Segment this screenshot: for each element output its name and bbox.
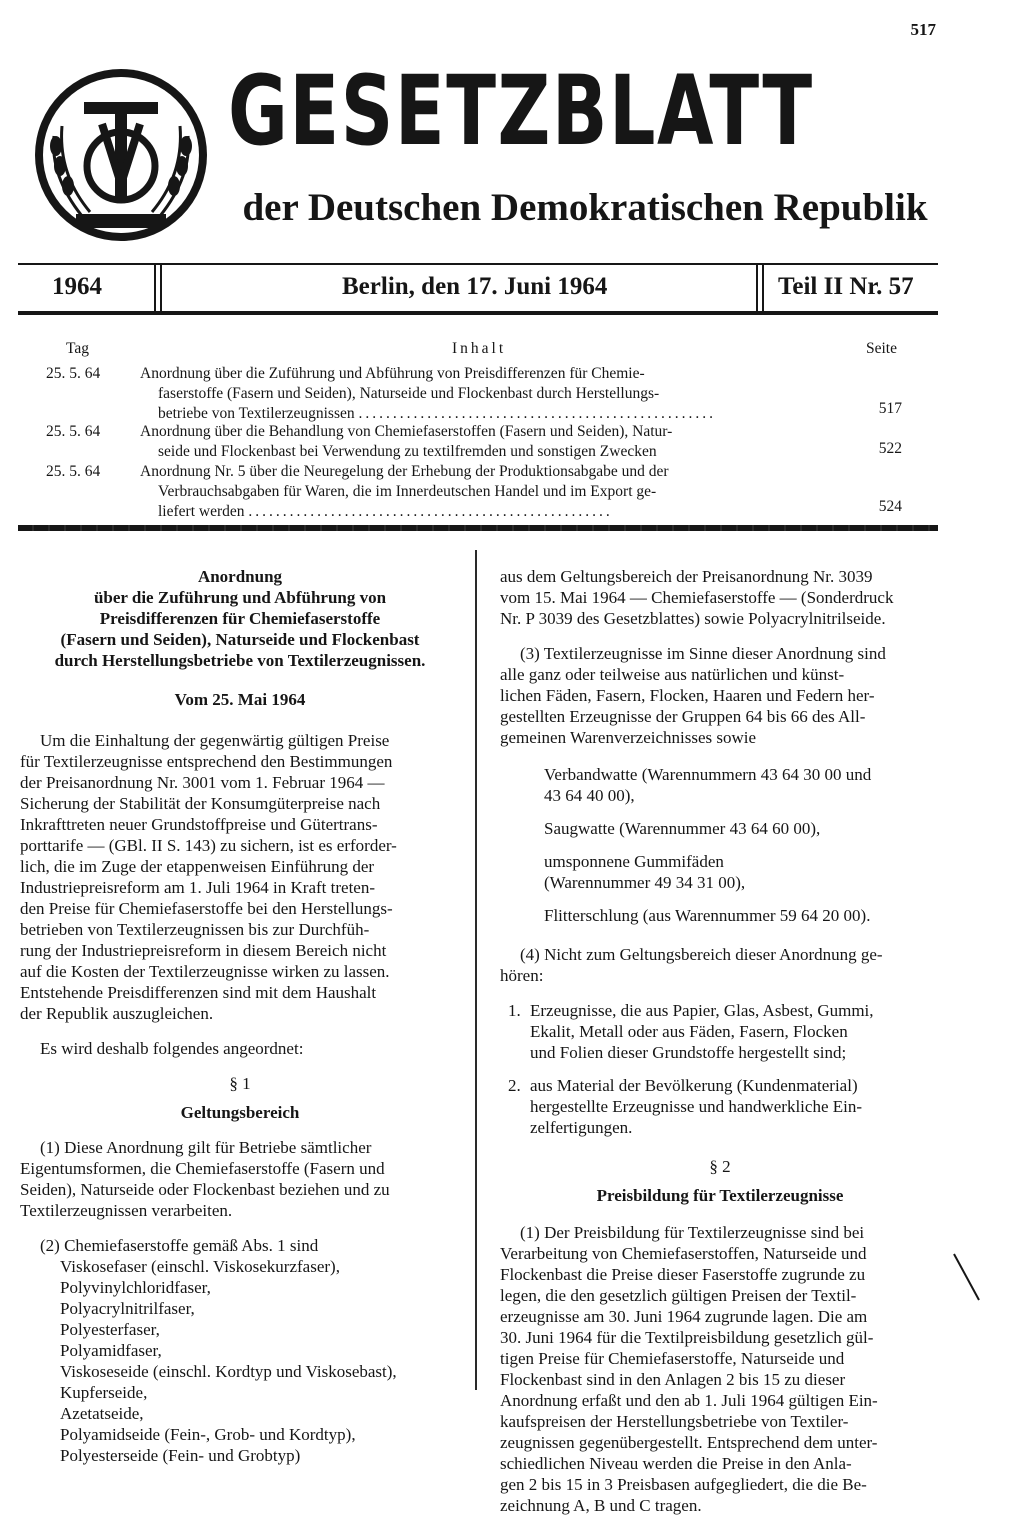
exclusion-item <box>500 1075 940 1138</box>
toc-date-header: Tag <box>66 340 90 357</box>
intro-line: auf die Kosten der Textilerzeugnisse wirken zu lassen. <box>20 962 390 981</box>
state-emblem-icon <box>32 66 210 244</box>
toc-entry-page: 524 <box>878 498 902 515</box>
toc-entry-line: betriebe von Textilerzeugnissen <box>158 405 355 422</box>
paragraph-line: (1) Diese Anordnung gilt für Betriebe sämtlicher <box>40 1138 372 1157</box>
continued-text <box>500 566 940 629</box>
toc-entry-line: Anordnung über die Behandlung von Chemiefaserstoffen (Fasern und Seiden), Natur- <box>140 423 673 440</box>
section-number: § 1 <box>229 1074 251 1093</box>
exclusion-line: Erzeugnisse, die aus Papier, Glas, Asbest, Gummi, <box>530 1001 874 1020</box>
list-item: Polyesterfaser, <box>60 1320 160 1339</box>
margin-mark-icon <box>952 1252 982 1304</box>
exclusion-line: aus Material der Bevölkerung (Kundenmaterial) <box>530 1076 858 1095</box>
toc-bottom-rule <box>18 525 938 531</box>
issue-bar <box>18 263 938 315</box>
issue-date: Berlin, den 17. Juni 1964 <box>342 273 608 300</box>
fiber-list <box>20 1256 460 1466</box>
paragraph-line: Verarbeitung von Chemiefaserstoffen, Naturseide und <box>500 1244 867 1263</box>
paragraph-line: kaufspreisen der Herstellungsbetriebe von Textiler- <box>500 1412 849 1431</box>
list-item: Verbandwatte (Warennummern 43 64 30 00 und <box>544 765 872 784</box>
paragraph-line: schiedlichen Niveau werden die Preise in den Anla- <box>500 1454 852 1473</box>
paragraph-3 <box>500 643 940 748</box>
intro-paragraph <box>20 730 460 1024</box>
toc-entry-line: faserstoffe (Fasern und Seiden), Naturseide und Flockenbast durch Herstellungs- <box>158 385 660 402</box>
right-column <box>500 566 940 1516</box>
paragraph-line: gemeinen Warenverzeichnisses sowie <box>500 728 757 747</box>
toc-entry-line: Anordnung über die Zuführung und Abführung von Preisdifferenzen für Chemie- <box>140 365 645 382</box>
paragraph-4 <box>500 944 940 986</box>
intro-line: Inkrafttreten neuer Grundstoffpreise und Gütertrans- <box>20 815 378 834</box>
article-heading-line: Anordnung <box>197 567 283 586</box>
list-item: Flitterschlung (aus Warennummer 59 64 20 00). <box>544 906 871 925</box>
paragraph-line: erzeugnisse am 30. Juni 1964 zugrunde lagen. Die am <box>500 1307 868 1326</box>
list-item: Azetatseide, <box>60 1404 144 1423</box>
masthead-subtitle: der Deutschen Demokratischen Republik <box>242 186 928 229</box>
list-item: Polyamidfaser, <box>60 1341 162 1360</box>
toc-entry-line: Anordnung Nr. 5 über die Neuregelung der Erhebung der Produktionsabgabe und der <box>140 463 669 480</box>
paragraph-line: 30. Juni 1964 für die Textilpreisbildung gesetzlich gül- <box>500 1328 874 1347</box>
intro-line: Um die Einhaltung der gegenwärtig gültigen Preise <box>40 731 390 750</box>
ordering-line: Es wird deshalb folgendes angeordnet: <box>40 1039 304 1058</box>
section-number: § 2 <box>709 1157 731 1176</box>
list-item: Polyacrylnitrilfaser, <box>60 1299 195 1318</box>
intro-line: rung der Industriepreisreform in diesem Bereich nicht <box>20 941 387 960</box>
paragraph-line: hören: <box>500 966 544 985</box>
paragraph-line: Eigentumsformen, die Chemiefaserstoffe (Fasern und <box>20 1159 385 1178</box>
toc-title-header: Inhalt <box>452 340 507 357</box>
article-date: Vom 25. Mai 1964 <box>174 690 306 709</box>
paragraph-line: (1) Der Preisbildung für Textilerzeugnisse sind bei <box>520 1223 865 1242</box>
exclusion-line: hergestellte Erzeugnisse und handwerkliche Ein- <box>530 1097 863 1116</box>
list-item: (Warennummer 49 34 31 00), <box>544 873 746 892</box>
toc-entry-line: Verbrauchsabgaben für Waren, die im Innerdeutschen Handel und im Export ge- <box>158 483 657 500</box>
section-title: Geltungsbereich <box>180 1103 300 1122</box>
intro-line: der Preisanordnung Nr. 3001 vom 1. Februar 1964 — <box>20 773 385 792</box>
toc-entry-page: 517 <box>878 400 902 417</box>
issue-part: Teil II Nr. 57 <box>778 273 914 300</box>
exclusion-line: Ekalit, Metall oder aus Fäden, Fasern, Flocken <box>530 1022 848 1041</box>
paragraph-line: legen, die den gesetzlich gültigen Preisen der Textil- <box>500 1286 857 1305</box>
paragraph-line: aus dem Geltungsbereich der Preisanordnung Nr. 3039 <box>500 567 873 586</box>
paragraph-line: vom 15. Mai 1964 — Chemiefaserstoffe — (Sonderdruck <box>500 588 894 607</box>
paragraph-line: zeugnissen gegenübergestellt. Entsprechend dem unter- <box>500 1433 878 1452</box>
page-number: 517 <box>910 20 936 39</box>
paragraph-line: Nr. P 3039 des Gesetzblattes) sowie Polyacrylnitrilseide. <box>500 609 886 628</box>
toc-entry-line: seide und Flockenbast bei Verwendung zu textilfremden und sonstigen Zwecken <box>158 443 657 460</box>
section-title: Preisbildung für Textilerzeugnisse <box>596 1186 844 1205</box>
intro-line: der Republik auszugleichen. <box>20 1004 214 1023</box>
intro-line: Industriepreisreform am 1. Juli 1964 in Kraft treten- <box>20 878 376 897</box>
article-heading-line: durch Herstellungsbetriebe von Textilerzeugnissen. <box>54 651 426 670</box>
paragraph-line: tigen Preise für Chemiefaserstoffe, Naturseide und <box>500 1349 845 1368</box>
intro-line: für Textilerzeugnisse entsprechend den Bestimmungen <box>20 752 393 771</box>
intro-line: lich, die im Zuge der etappenweisen Einführung der <box>20 857 375 876</box>
list-item: 43 64 40 00), <box>544 786 635 805</box>
paragraph-line: alle ganz oder teilweise aus natürlichen und künst- <box>500 665 845 684</box>
masthead-title: GESETZBLATT <box>228 55 814 167</box>
article-heading-line: (Fasern und Seiden), Naturseide und Flockenbast <box>60 630 420 649</box>
list-item: Kupferseide, <box>60 1383 148 1402</box>
paragraph-1 <box>20 1137 460 1221</box>
intro-line: Sicherung der Stabilität der Konsumgüterpreise nach <box>20 794 381 813</box>
exclusion-number: 2. <box>508 1076 521 1095</box>
paragraph-line: Flockenbast sind in den Anlagen 2 bis 15 zu dieser <box>500 1370 846 1389</box>
paragraph-line: Flockenbast die Preise dieser Faserstoffe zugrunde zu <box>500 1265 866 1284</box>
intro-line: porttarife — (GBl. II S. 143) zu sichern, ist es erforder- <box>20 836 397 855</box>
exclusion-line: und Folien dieser Grundstoffe hergestellt sind; <box>530 1043 847 1062</box>
column-divider <box>475 550 477 1390</box>
paragraph-line: (4) Nicht zum Geltungsbereich dieser Anordnung ge- <box>520 945 883 964</box>
toc-entry-date: 25. 5. 64 <box>46 423 101 440</box>
list-item: Viskoseseide (einschl. Kordtyp und Viskosebast), <box>60 1362 397 1381</box>
paragraph-line: gestellten Erzeugnisse der Gruppen 64 bis 66 des All- <box>500 707 866 726</box>
intro-line: den Preise für Chemiefaserstoffe bei den Herstellungs- <box>20 899 393 918</box>
toc-entry-page: 522 <box>878 440 902 457</box>
toc-entry-date: 25. 5. 64 <box>46 463 101 480</box>
paragraph-line: Seiden), Naturseide oder Flockenbast beziehen und zu <box>20 1180 390 1199</box>
paragraph-line: Textilerzeugnissen verarbeiten. <box>20 1201 233 1220</box>
exclusion-number: 1. <box>508 1001 521 1020</box>
article-heading-line: über die Zuführung und Abführung von <box>93 588 387 607</box>
paragraph-2-intro: (2) Chemiefaserstoffe gemäß Abs. 1 sind <box>40 1236 319 1255</box>
list-item: Polyesterseide (Fein- und Grobtyp) <box>60 1446 301 1465</box>
issue-year: 1964 <box>52 273 102 300</box>
list-item: Saugwatte (Warennummer 43 64 60 00), <box>544 819 821 838</box>
paragraph-line: zeichnung A, B und C tragen. <box>500 1496 702 1515</box>
exclusion-line: zelfertigungen. <box>530 1118 633 1137</box>
article-heading <box>20 566 460 671</box>
section-2-paragraph-1 <box>500 1222 940 1516</box>
paragraph-line: lichen Fäden, Fasern, Flocken, Haaren und Federn her- <box>500 686 875 705</box>
list-item: umsponnene Gummifäden <box>544 852 724 871</box>
intro-line: betrieben von Textilerzeugnissen bis zur Durchfüh- <box>20 920 370 939</box>
paragraph-line: gen 2 bis 15 in 3 Preisbasen aufgegliedert, die die Be- <box>500 1475 867 1494</box>
intro-line: Entstehende Preisdifferenzen sind mit dem Haushalt <box>20 983 377 1002</box>
toc-entry-line: liefert werden <box>158 503 245 520</box>
toc-entry-date: 25. 5. 64 <box>46 365 101 382</box>
list-item: Viskosefaser (einschl. Viskosekurzfaser), <box>60 1257 340 1276</box>
list-item: Polyamidseide (Fein-, Grob- und Kordtyp), <box>60 1425 356 1444</box>
exclusion-item <box>500 1000 940 1063</box>
paragraph-line: Anordnung erfaßt und den ab 1. Juli 1964 gültigen Ein- <box>500 1391 878 1410</box>
left-column <box>20 566 460 1466</box>
article-heading-line: Preisdifferenzen für Chemiefaserstoffe <box>99 609 381 628</box>
material-list <box>500 764 940 926</box>
list-item: Polyvinylchloridfaser, <box>60 1278 211 1297</box>
toc-page-header: Seite <box>866 340 897 357</box>
paragraph-line: (3) Textilerzeugnisse im Sinne dieser Anordnung sind <box>520 644 886 663</box>
